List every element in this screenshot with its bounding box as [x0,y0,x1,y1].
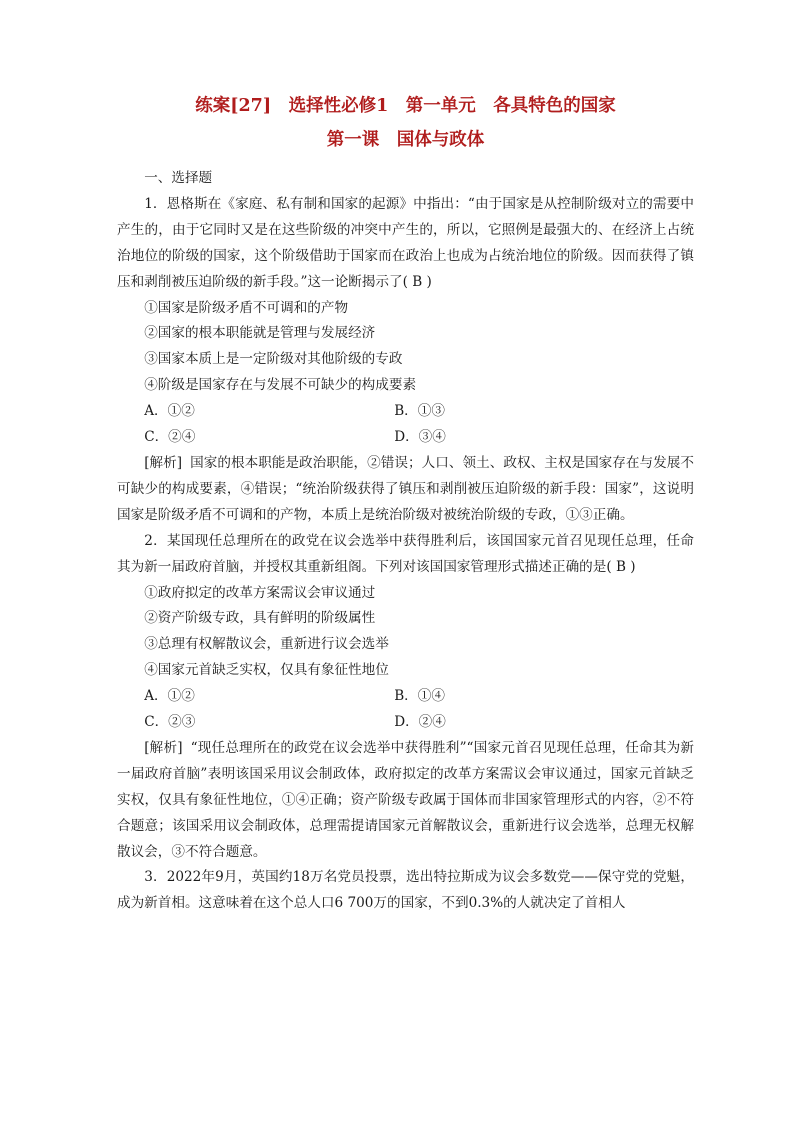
question-2-choice-d: D．②④ [394,714,446,731]
page-title: 练案[27] 选择性必修1 第一单元 各具特色的国家 [195,96,616,116]
question-2-choice-a: A．①② [144,688,195,705]
page-subtitle: 第一课 国体与政体 [326,130,485,150]
question-2-analysis-text: “现任总理所在的政党在议会选举中获得胜利”“国家元首召见现任总理，任命其为新一届政府首脑”表明该国采用议会制政体，政府拟定的改革方案需议会审议通过，国家元首缺乏实权，仅具有象征性地位，①④正确；资产阶级专政属于国体而非国家管理形式的内容，②不符合题意；该国采用议会制政体，总理需提请国家元首解散议会，重新进行议会选举，总理无权解散议会，③不符合题意。 [117,739,694,860]
question-1-analysis [117,451,694,529]
question-2-option-2: ②资产阶级专政，具有鲜明的阶级属性 [144,610,376,627]
question-1-option-2: ②国家的根本职能就是管理与发展经济 [144,325,376,342]
analysis-tag: [解析] [144,454,183,471]
question-2-choice-c: C．②③ [144,714,196,731]
question-1-option-3: ③国家本质上是一定阶级对其他阶级的专政 [144,351,403,368]
question-2-choice-b: B．①④ [394,688,445,705]
question-2-choices-row-2 [144,710,694,736]
question-1-stem: 1．恩格斯在《家庭、私有制和国家的起源》中指出：“由于国家是从控制阶级对立的需要中产生的，由于它同时又是在这些阶级的冲突中产生的，所以，它照例是最强大的、在经济上占统治地位的阶级的国家，这个阶级借助于国家而在政治上也成为占统治地位的阶级。因而获得了镇压和剥削被压迫阶级的新手段。”这一论断揭示了( B ) [117,195,694,290]
question-1-choice-b: B．①③ [394,403,445,420]
question-2-option-1: ①政府拟定的改革方案需议会审议通过 [144,584,376,601]
question-1-analysis-text: 国家的根本职能是政治职能，②错误；人口、领土、政权、主权是国家存在与发展不可缺少的构成要素，④错误；“统治阶级获得了镇压和剥削被压迫阶级的新手段：国家”，这说明国家是阶级矛盾不可调和的产物，本质上是统治阶级对被统治阶级的专政，①③正确。 [117,454,694,523]
question-2-stem: 2．某国现任总理所在的政党在议会选举中获得胜利后，该国国家元首召见现任总理，任命其为新一届政府首脑，并授权其重新组阁。下列对该国国家管理形式描述正确的是( B ) [117,532,694,575]
question-1-choices-row-1 [144,399,694,425]
question-2-analysis [117,736,694,866]
question-1-choice-a: A．①② [144,403,195,420]
question-1-option-4: ④阶级是国家存在与发展不可缺少的构成要素 [144,377,417,394]
section-heading: 一、选择题 [144,170,213,186]
question-2-option-3: ③总理有权解散议会，重新进行议会选举 [144,636,389,653]
question-1-choice-c: C．②④ [144,429,196,446]
question-2-choices-row-1 [144,684,694,710]
question-3-stem: 3．2022年9月，英国约18万名党员投票，选出特拉斯成为议会多数党——保守党的党魁，成为新首相。这意味着在这个总人口6 700万的国家，不到0.3%的人就决定了首相人 [117,869,695,912]
question-1-choice-d: D．③④ [394,429,446,446]
question-1-choices-row-2 [144,425,694,451]
analysis-tag: [解析] [144,739,183,756]
question-1-option-1: ①国家是阶级矛盾不可调和的产物 [144,299,349,316]
question-2-option-4: ④国家元首缺乏实权，仅具有象征性地位 [144,662,389,679]
